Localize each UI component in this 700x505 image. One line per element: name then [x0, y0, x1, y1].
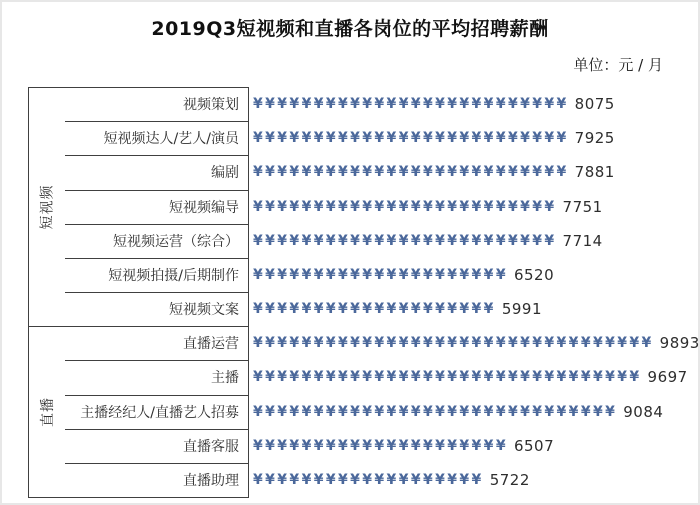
job-label: 直播运营	[183, 336, 239, 353]
yuan-symbols: ¥¥¥¥¥¥¥¥¥¥¥¥¥¥¥¥¥¥¥¥¥	[253, 437, 508, 454]
chart-row	[28, 155, 688, 189]
salary-bar	[253, 198, 603, 216]
salary-bar	[253, 129, 615, 147]
job-label: 编剧	[211, 165, 239, 182]
yuan-symbols: ¥¥¥¥¥¥¥¥¥¥¥¥¥¥¥¥¥¥¥¥¥¥¥¥¥¥	[253, 164, 569, 181]
chart-title: 2019Q3短视频和直播各岗位的平均招聘薪酬	[151, 18, 549, 40]
yuan-symbols: ¥¥¥¥¥¥¥¥¥¥¥¥¥¥¥¥¥¥¥¥¥	[253, 266, 508, 283]
group-label-text: 短视频	[39, 184, 56, 230]
salary-bar	[253, 334, 700, 352]
salary-value: 7714	[562, 231, 603, 250]
salary-bar	[253, 437, 554, 455]
salary-bar	[253, 368, 688, 386]
salary-value: 8075	[574, 95, 615, 114]
salary-value: 9084	[623, 402, 664, 421]
chart-row	[28, 121, 688, 155]
chart-row	[28, 87, 688, 121]
salary-bar	[253, 403, 663, 421]
salary-value: 7925	[574, 129, 615, 148]
chart-row	[28, 292, 688, 326]
chart-row	[28, 190, 688, 224]
yuan-symbols: ¥¥¥¥¥¥¥¥¥¥¥¥¥¥¥¥¥¥¥¥¥¥¥¥¥¥	[253, 130, 569, 147]
chart-row	[28, 360, 688, 394]
salary-value: 9893	[659, 334, 700, 353]
yuan-symbols: ¥¥¥¥¥¥¥¥¥¥¥¥¥¥¥¥¥¥¥	[253, 471, 484, 488]
job-label: 直播助理	[183, 472, 239, 489]
job-label: 视频策划	[183, 97, 239, 114]
yuan-symbols: ¥¥¥¥¥¥¥¥¥¥¥¥¥¥¥¥¥¥¥¥¥¥¥¥¥¥	[253, 96, 569, 113]
job-label: 短视频编导	[169, 199, 239, 216]
salary-bar	[253, 300, 542, 318]
salary-bar	[253, 471, 530, 489]
salary-bar	[253, 95, 615, 113]
salary-bar	[253, 163, 615, 181]
salary-bar	[253, 266, 554, 284]
chart-row	[28, 395, 688, 429]
yuan-symbols: ¥¥¥¥¥¥¥¥¥¥¥¥¥¥¥¥¥¥¥¥¥¥¥¥¥¥¥¥¥¥¥¥	[253, 369, 642, 386]
salary-value: 7881	[574, 163, 615, 182]
job-label: 短视频拍摄/后期制作	[108, 267, 239, 284]
salary-value: 5991	[501, 300, 543, 319]
yuan-symbols: ¥¥¥¥¥¥¥¥¥¥¥¥¥¥¥¥¥¥¥¥¥¥¥¥¥	[253, 232, 557, 249]
job-label: 主播经纪人/直播艺人招募	[80, 404, 239, 421]
salary-value: 7751	[562, 197, 603, 216]
salary-value: 5722	[489, 470, 530, 489]
group-label-text: 直播	[39, 396, 56, 427]
chart-row	[28, 429, 688, 463]
yuan-symbols: ¥¥¥¥¥¥¥¥¥¥¥¥¥¥¥¥¥¥¥¥	[253, 301, 496, 318]
chart-row	[28, 258, 688, 292]
job-label: 主播	[211, 370, 239, 387]
chart-row	[28, 463, 688, 497]
salary-bar	[253, 232, 603, 250]
job-label: 短视频运营（综合）	[113, 233, 239, 250]
job-label: 短视频达人/艺人/演员	[103, 131, 239, 148]
table-border-bottom	[28, 497, 249, 498]
chart-row	[28, 224, 688, 258]
pictograph-chart	[28, 87, 700, 498]
salary-value: 6520	[513, 265, 555, 284]
yuan-symbols: ¥¥¥¥¥¥¥¥¥¥¥¥¥¥¥¥¥¥¥¥¥¥¥¥¥¥¥¥¥¥	[253, 403, 618, 420]
chart-row	[28, 326, 700, 360]
yuan-symbols: ¥¥¥¥¥¥¥¥¥¥¥¥¥¥¥¥¥¥¥¥¥¥¥¥¥	[253, 198, 557, 215]
salary-value: 6507	[513, 436, 555, 455]
unit-label: 单位：元 / 月	[573, 56, 663, 74]
job-label: 直播客服	[183, 438, 239, 455]
salary-value: 9697	[647, 368, 688, 387]
job-label: 短视频文案	[169, 302, 239, 319]
yuan-symbols: ¥¥¥¥¥¥¥¥¥¥¥¥¥¥¥¥¥¥¥¥¥¥¥¥¥¥¥¥¥¥¥¥¥	[253, 335, 654, 352]
